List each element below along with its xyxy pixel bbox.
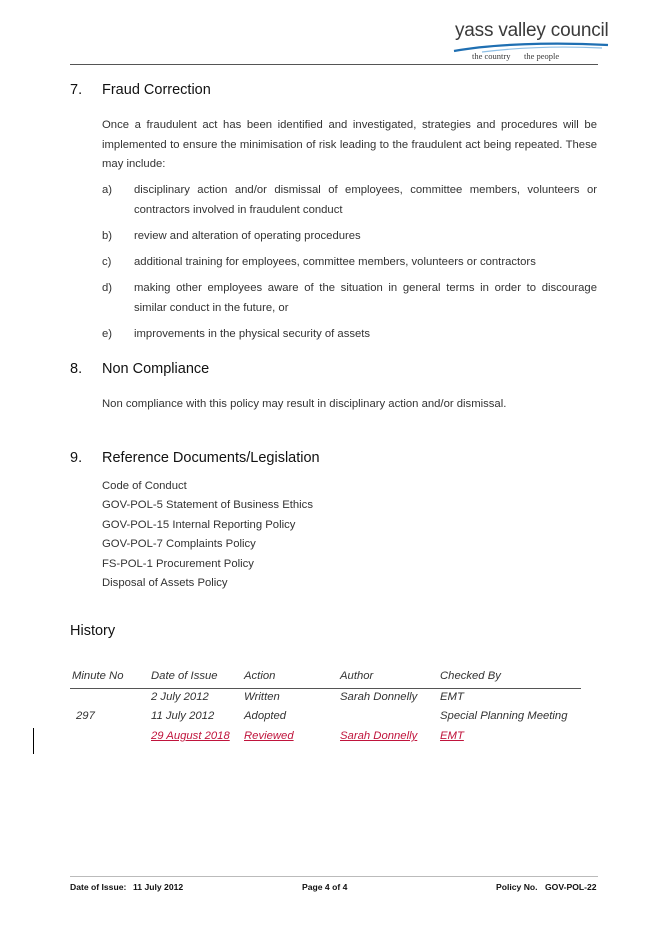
logo-title: yass valley council: [455, 20, 609, 41]
list-item-c-marker: c): [102, 256, 112, 268]
history-cell-action: Reviewed: [244, 730, 294, 742]
section-7-number: 7.: [70, 82, 83, 98]
reference-item: GOV-POL-5 Statement of Business Ethics: [102, 499, 313, 511]
section-7-intro: Once a fraudulent act has been identified and investigated, strategies and procedures will be implemented to ensure the minimisation of risk leading to the fraudulent act being repeated. These may include:: [102, 119, 597, 170]
history-title: History: [70, 623, 116, 639]
reference-item: GOV-POL-15 Internal Reporting Policy: [102, 519, 296, 531]
revision-change-bar: [33, 728, 34, 754]
council-logo: [452, 20, 612, 62]
footer-policy-label: Policy No.: [496, 882, 538, 892]
footer-date-label: Date of Issue:: [70, 882, 127, 892]
footer-policy-value: GOV-POL-22: [545, 882, 597, 892]
list-item-d-marker: d): [102, 282, 113, 294]
list-item-a-marker: a): [102, 184, 113, 196]
history-cell-minute: 297: [76, 710, 95, 722]
history-cell-action: Written: [244, 691, 280, 703]
list-item-e-text: improvements in the physical security of assets: [134, 328, 371, 340]
footer-divider: [70, 876, 598, 877]
list-item-c-text: additional training for employees, committee members, volunteers or contractors: [134, 256, 536, 268]
section-8-text: Non compliance with this policy may result in disciplinary action and/or dismissal.: [102, 398, 507, 410]
history-cell-date: 2 July 2012: [151, 691, 209, 703]
logo-tagline-people: the people: [524, 51, 560, 61]
history-cell-checked: Special Planning Meeting: [440, 710, 568, 722]
list-item-b-marker: b): [102, 230, 113, 242]
history-cell-author: Sarah Donnelly: [340, 730, 418, 742]
section-9-title: Reference Documents/Legislation: [102, 450, 320, 466]
list-item-a-text: disciplinary action and/or dismissal of employees, committee members, volunteers or contractors involved in fraudulent conduct: [134, 184, 597, 216]
history-cell-action: Adopted: [244, 710, 287, 722]
reference-item: Disposal of Assets Policy: [102, 577, 228, 589]
history-header-minute: Minute No: [72, 670, 124, 682]
history-header-author: Author: [340, 670, 374, 682]
section-9-number: 9.: [70, 450, 83, 466]
history-cell-checked: EMT: [440, 730, 464, 742]
history-header-date: Date of Issue: [151, 670, 218, 682]
list-item-e-marker: e): [102, 328, 113, 340]
history-header-rule: [70, 688, 581, 689]
reference-item: FS-POL-1 Procurement Policy: [102, 558, 254, 570]
reference-item: GOV-POL-7 Complaints Policy: [102, 538, 256, 550]
footer-date-value: 11 July 2012: [133, 882, 184, 892]
section-8-number: 8.: [70, 361, 83, 377]
history-cell-author: Sarah Donnelly: [340, 691, 418, 703]
section-8-title: Non Compliance: [102, 361, 210, 377]
history-header-action: Action: [244, 670, 276, 682]
header-divider: [70, 64, 598, 65]
list-item-b-text: review and alteration of operating procedures: [134, 230, 361, 242]
logo-tagline-country: the country: [472, 51, 511, 61]
section-7-title: Fraud Correction: [102, 82, 211, 98]
history-cell-date: 11 July 2012: [151, 710, 215, 722]
list-item-d-text: making other employees aware of the situation in general terms in order to discourage similar conduct in the future, or: [134, 282, 597, 314]
history-cell-date: 29 August 2018: [151, 730, 230, 742]
history-cell-checked: EMT: [440, 691, 464, 703]
footer-page-number: Page 4 of 4: [302, 882, 348, 892]
reference-item: Code of Conduct: [102, 480, 187, 492]
history-header-checked: Checked By: [440, 670, 501, 682]
